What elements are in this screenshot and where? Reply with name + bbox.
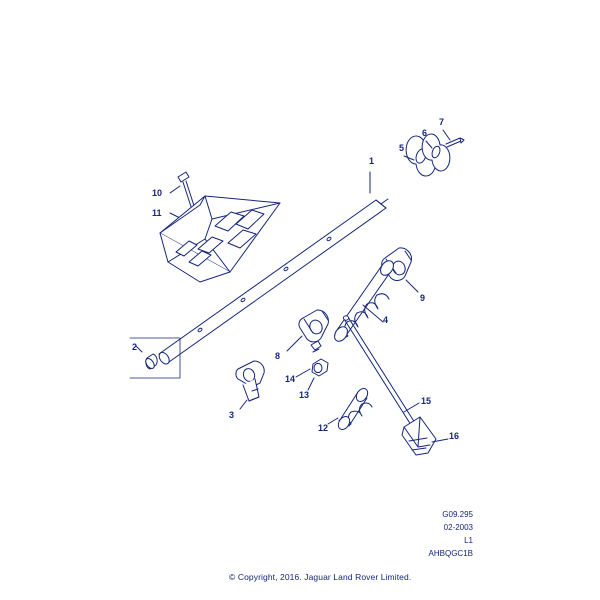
part-shaft-plug — [144, 354, 157, 370]
callout-4: 4 — [383, 315, 389, 325]
part-tappet — [402, 417, 436, 455]
leader-8 — [287, 336, 302, 351]
leader-12 — [328, 418, 338, 424]
part-rocker-cover — [160, 196, 280, 282]
callout-7: 7 — [439, 117, 445, 127]
leader-15 — [404, 403, 419, 412]
leader-10 — [170, 186, 180, 193]
part-valve-spring-upper — [332, 258, 396, 343]
meta-drawing-number: G09.295 — [442, 510, 473, 519]
meta-level: L1 — [464, 536, 473, 545]
leader-14 — [296, 369, 310, 377]
callout-1: 1 — [369, 156, 375, 166]
callout-16: 16 — [449, 431, 460, 441]
callout-6: 6 — [422, 128, 428, 138]
leader-3 — [240, 400, 247, 409]
callout-13: 13 — [299, 390, 310, 400]
part-push-rod — [343, 316, 415, 425]
callout-11: 11 — [152, 208, 162, 218]
part-rocker-pedestal — [236, 361, 264, 401]
leader-9 — [406, 280, 418, 292]
callout-14: 14 — [285, 374, 296, 384]
callout-15: 15 — [421, 396, 432, 406]
callout-2: 2 — [132, 342, 138, 352]
leader-7 — [443, 130, 450, 140]
part-adjuster-nut — [312, 359, 328, 376]
meta-date: 02-2003 — [443, 523, 473, 532]
part-adjuster-screw — [311, 341, 321, 352]
callout-5: 5 — [399, 143, 405, 153]
part-rocker-arm-lower — [299, 310, 328, 342]
copyright-notice: © Copyright, 2016. Jaguar Land Rover Limited. — [229, 572, 412, 582]
callout-3: 3 — [229, 410, 235, 420]
meta-sheet-code: AHBQGC1B — [428, 549, 473, 558]
leader-13 — [308, 378, 314, 390]
callout-9: 9 — [420, 293, 426, 303]
part-valve-spring-lower — [336, 386, 372, 431]
callout-12: 12 — [318, 423, 329, 433]
part-split-pin — [446, 138, 464, 147]
callout-8: 8 — [275, 351, 281, 361]
callout-10: 10 — [152, 188, 163, 198]
